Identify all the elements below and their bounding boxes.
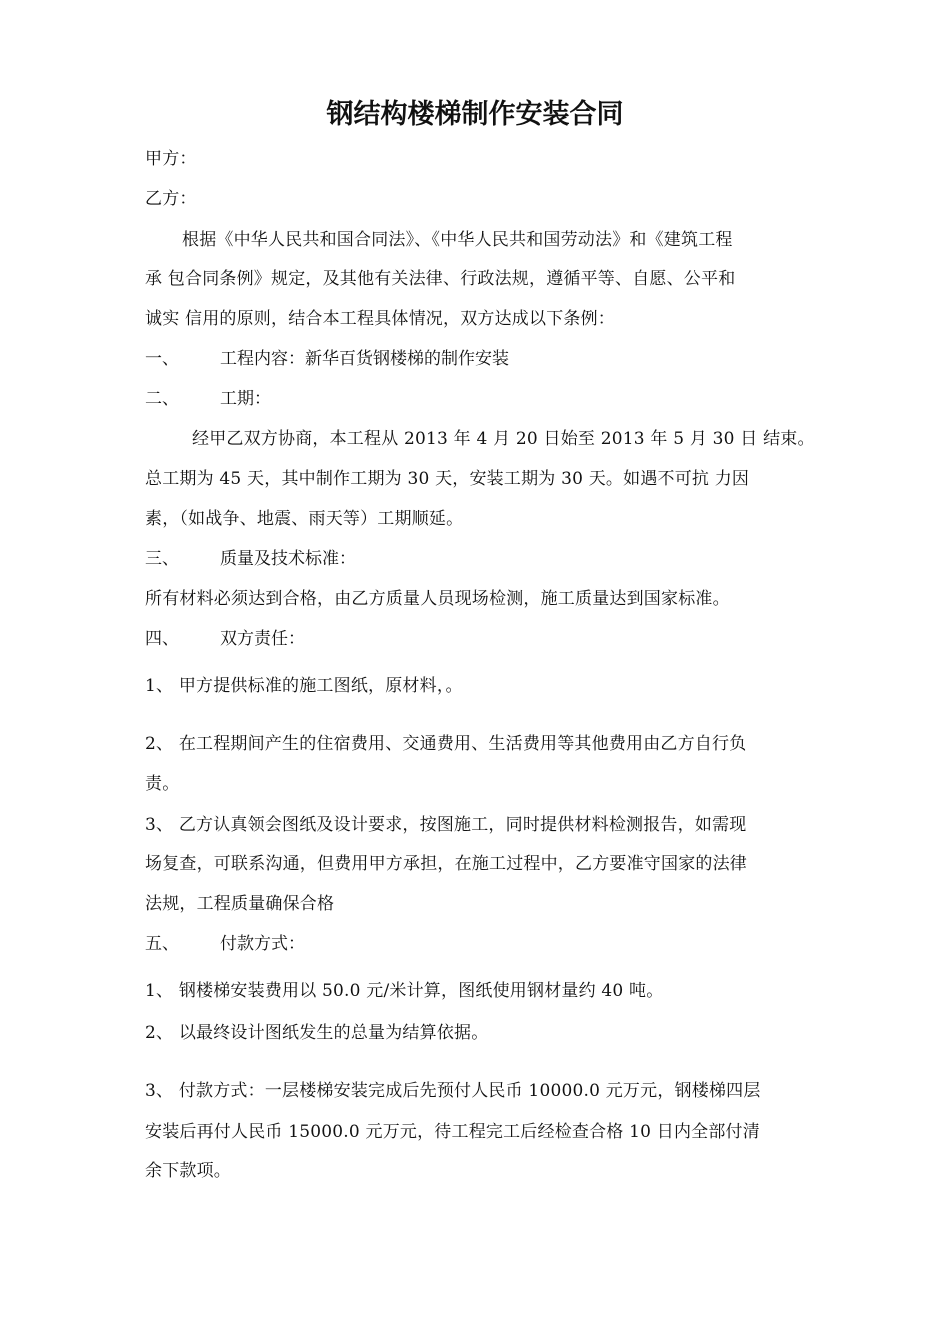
section-5-number: 五、 [145, 934, 179, 954]
section-5-text: 付款方式： [220, 934, 305, 954]
intro-line-1: 根据《中华人民共和国合同法》、《中华人民共和国劳动法》和《建筑工程 [182, 230, 733, 250]
schedule-line-2: 总工期为 45 天，其中制作工期为 30 天，安装工期为 30 天。如遇不可抗 力因 [145, 469, 750, 489]
duty-3-line-3: 法规，工程质量确保合格 [145, 894, 335, 914]
duty-3-line-2: 场复查，可联系沟通，但费用甲方承担，在施工过程中，乙方要准守国家的法律 [145, 854, 747, 874]
payment-3-line-2: 安装后再付人民币 15000.0 元万元，待工程完工后经检查合格 10 日内全部付清 [145, 1122, 760, 1142]
section-1-text: 工程内容：新华百货钢楼梯的制作安装 [220, 349, 509, 369]
section-1-number: 一、 [145, 349, 179, 369]
duty-2-line-1: 2、 在工程期间产生的住宿费用、交通费用、生活费用等其他费用由乙方自行负 [145, 734, 747, 754]
schedule-line-1: 经甲乙双方协商，本工程从 2013 年 4 月 20 日始至 2013 年 5 月 30 日 结束。 [192, 429, 815, 449]
document-title: 钢结构楼梯制作安装合同 [326, 99, 624, 130]
payment-1: 1、 钢楼梯安装费用以 50.0 元/米计算，图纸使用钢材量约 40 吨。 [145, 981, 664, 1001]
section-2-number: 二、 [145, 389, 179, 409]
intro-line-2: 承 包合同条例》规定，及其他有关法律、行政法规，遵循平等、自愿、公平和 [145, 269, 736, 289]
section-4-text: 双方责任： [220, 629, 305, 649]
duty-1: 1、 甲方提供标准的施工图纸，原材料，。 [145, 676, 463, 696]
section-4-number: 四、 [145, 629, 179, 649]
duty-3-line-1: 3、 乙方认真领会图纸及设计要求，按图施工，同时提供材料检测报告，如需现 [145, 815, 747, 835]
schedule-line-3: 素，（如战争、地震、雨天等）工期顺延。 [145, 509, 464, 529]
payment-2: 2、 以最终设计图纸发生的总量为结算依据。 [145, 1023, 489, 1043]
quality-text: 所有材料必须达到合格，由乙方质量人员现场检测，施工质量达到国家标准。 [145, 589, 730, 609]
intro-line-3: 诚实 信用的原则，结合本工程具体情况，双方达成以下条例： [145, 309, 616, 329]
section-3-text: 质量及技术标准： [220, 549, 356, 569]
section-2-text: 工期： [220, 389, 271, 409]
section-3-number: 三、 [145, 549, 179, 569]
party-b-label: 乙方： [145, 189, 197, 209]
payment-3-line-1: 3、 付款方式：一层楼梯安装完成后先预付人民币 10000.0 元万元，钢楼梯四层 [145, 1081, 761, 1101]
party-a-label: 甲方： [145, 149, 197, 169]
payment-3-line-3: 余下款项。 [145, 1161, 231, 1181]
duty-2-line-2: 责。 [145, 774, 180, 794]
